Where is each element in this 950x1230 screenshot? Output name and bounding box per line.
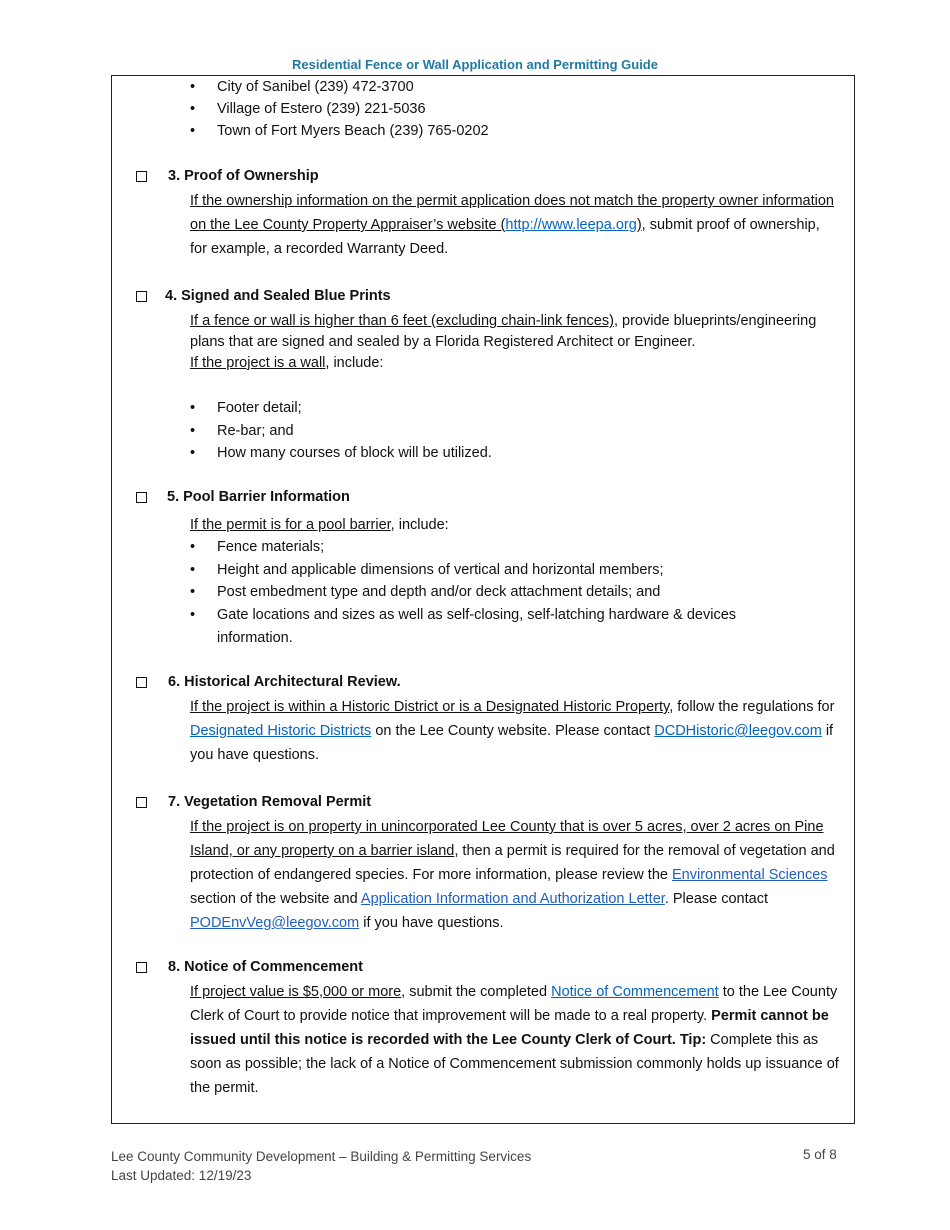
bullet-icon: • [190, 123, 196, 139]
leepa-link[interactable]: http://www.leepa.org [505, 217, 637, 233]
checkbox-icon[interactable] [136, 677, 147, 688]
bullet-icon: • [190, 562, 196, 578]
section-body: If the permit is for a pool barrier, include: [190, 517, 449, 533]
section-body: If the project is within a Historic District or is a Designated Historic Property, follow the regulations for Designated Historic Districts on the Lee County website. Please contact DCDHistoric@leegov.com if you have questions. [190, 699, 835, 763]
checkbox-icon[interactable] [136, 492, 147, 503]
checkbox-icon[interactable] [136, 797, 147, 808]
section-body: If a fence or wall is higher than 6 feet (excluding chain-link fences), provide blueprints/engineering plans that are signed and sealed by a Florida Registered Architect or Engineer. If the project is a wall, include: [190, 313, 817, 371]
environmental-sciences-link[interactable]: Environmental Sciences [671, 867, 828, 883]
footer [111, 1147, 531, 1185]
section-title: 5. Pool Barrier Information [167, 489, 350, 505]
section-body: If project value is $5,000 or more, submit the completed Notice of Commencement to the Lee County Clerk of Court to provide notice that improvement will be made to a real property. Permit cannot be issued until this notice is recorded with the Lee County Clerk of Court. Tip: Complete this as soon as possible; the lack of a Notice of Commencement submission commonly holds up issuance of the permit. [190, 984, 839, 1096]
checkbox-icon[interactable] [136, 291, 147, 302]
footer-org: Lee County Community Development – Building & Permitting Services [111, 1149, 532, 1164]
section-title: 3. Proof of Ownership [168, 168, 319, 184]
footer-updated: Last Updated: 12/19/23 [111, 1168, 252, 1183]
section-title: 8. Notice of Commencement [168, 959, 363, 975]
section-body: If the ownership information on the permit application does not match the property owner information on the Lee County Property Appraiser’s website (http://www.leepa.org), submit proof of ownership, for example, a recorded Warranty Deed. [190, 193, 834, 257]
bullet-icon: • [190, 539, 196, 555]
bullet-icon: • [190, 584, 196, 600]
bullet-icon: • [190, 400, 196, 416]
bullet-icon: • [190, 423, 196, 439]
bullet-icon: • [190, 607, 196, 623]
bullet-icon: • [190, 79, 196, 95]
section-title: 4. Signed and Sealed Blue Prints [165, 288, 391, 304]
podenvveg-email-link[interactable]: PODEnvVeg@leegov.com [190, 915, 360, 931]
checkbox-icon[interactable] [136, 962, 147, 973]
dcdhistoric-email-link[interactable]: DCDHistoric@leegov.com [654, 723, 822, 739]
section-title: 6. Historical Architectural Review. [168, 674, 401, 690]
application-info-link[interactable]: Application Information and Authorization Letter [360, 891, 665, 907]
page-number: 5 of 8 [803, 1147, 837, 1162]
bullet-icon: • [190, 101, 196, 117]
section-body: If the project is on property in unincorporated Lee County that is over 5 acres, over 2 acres on Pine Island, or any property on a barrier island, then a permit is required for the removal of vegetation and protection of endangered species. For more information, please review the Environmental Sciences section of the website and Application Information and Authorization Letter. Please contact PODEnvVeg@leegov.com if you have questions. [190, 819, 835, 931]
section-title: 7. Vegetation Removal Permit [168, 794, 372, 810]
content-box: • City of Sanibel (239) 472-3700 • Village of Estero (239) 221-5036 • Town of Fort Myers Beach (239) 765-0202 3. Proof of Ownership If the ownership information on the permit application does not match the property owner information on the Lee County Property Appraiser’s website (http://www.leepa.org), submit proof of ownership, for example, a recorded Warranty Deed. 4. Signed and Sealed Blue Prints If a fence or wall is higher than 6 feet (excluding chain-link fences), provide blueprints/engineering plans that are signed and sealed by a Florida Registered Architect or Engineer. If the project is a wall, include: • Footer detail; • Re-bar; and • How many courses of block will be utilized. 5. Pool Barrier Information If the permit is for a pool barrier, include: • Fence materials; • Height and applicable dimensions of vertical and horizontal members; • Post embedment type and depth and/or deck attachment details; and • Gate locations and sizes as well as self-closing, self-latching hardware & devices information. 6. Historical Architectural Review. If the project is within a Historic District or is a Designated Historic Property, follow the regulations for Designated Historic Districts on the Lee County website. Please contact DCDHistoric@leegov.com if you have questions. 7. Vegetation Removal Permit If the project is on property in unincorporated Lee County that is over 5 acres, over 2 acres on Pine Island, or any property on a barrier island, then a permit is required for the removal of vegetation and protection of endangered species. For more information, please review the Environmental Sciences section of the website and Application Information and Authorization Letter. Please contact PODEnvVeg@leegov.com if you have questions. 8. Notice of Commencement If project value is $5,000 or more, submit the completed Notice of Commencement to the Lee County Clerk of Court to provide notice that improvement will be made to a real property. Permit cannot be issued until this notice is recorded with the Lee County Clerk of Court. Tip: Complete this as soon as possible; the lack of a Notice of Commencement submission commonly holds up issuance of the permit. [111, 75, 855, 1124]
historic-districts-link[interactable]: Designated Historic Districts [190, 723, 372, 739]
page-header-title: Residential Fence or Wall Application and Permitting Guide [292, 57, 658, 72]
notice-of-commencement-link[interactable]: Notice of Commencement [551, 984, 719, 1000]
bullet-icon: • [190, 445, 196, 461]
checkbox-icon[interactable] [136, 171, 147, 182]
